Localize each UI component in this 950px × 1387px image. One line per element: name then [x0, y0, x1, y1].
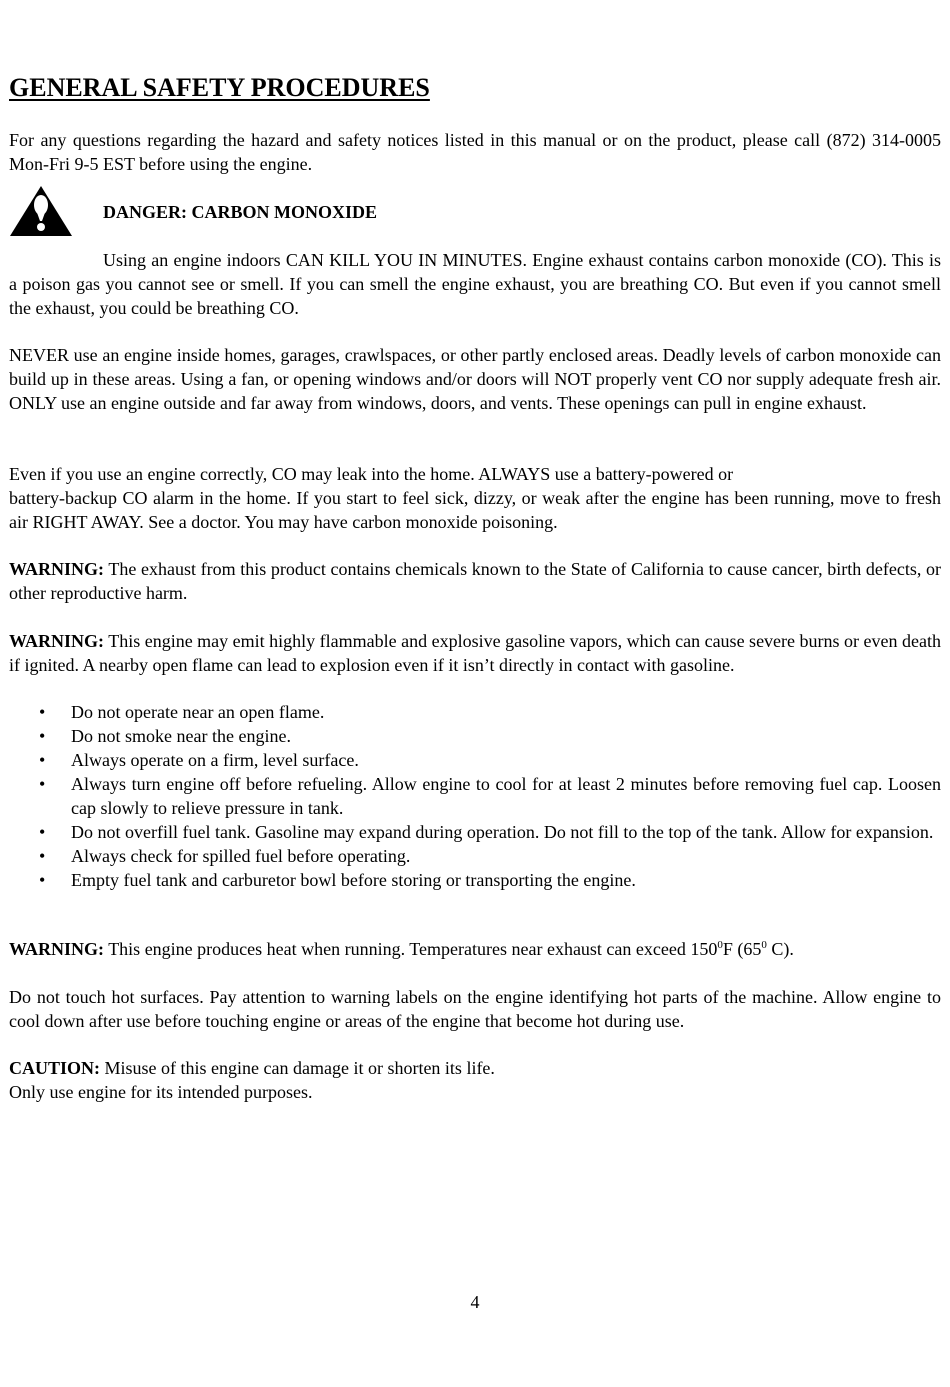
hot-surfaces-paragraph: Do not touch hot surfaces. Pay attention to warning labels on the engine identifying hot parts of the machine. Allow engine to cool down after use before touching engine or areas of the engine that become hot during use.	[9, 987, 941, 1031]
bullet-icon: •	[39, 726, 46, 746]
danger-paragraph-1: Using an engine indoors CAN KILL YOU IN MINUTES. Engine exhaust contains carbon monoxide (CO). This is a poison gas you cannot see or smell. If you can smell the engine exhaust, you are breathing CO. But even if you cannot smell the exhaust, you could be breathing CO.	[9, 250, 941, 318]
warning-california	[9, 557, 941, 605]
danger-paragraph-2: NEVER use an engine inside homes, garages, crawlspaces, or other partly enclosed areas. Deadly levels of carbon monoxide can build up in these areas. Using a fan, or opening windows and/or doors will NOT properly vent CO nor supply adequate fresh air. ONLY use an engine outside and far away from windows, doors, and vents. These openings can pull in engine exhaust.	[9, 345, 941, 413]
list-item: • Always check for spilled fuel before operating.	[39, 846, 411, 866]
bullet-icon: •	[39, 822, 46, 842]
danger-paragraph-3	[9, 462, 941, 534]
warning-text: The exhaust from this product contains chemicals known to the State of California to cause cancer, birth defects, or other reproductive harm.	[9, 559, 941, 603]
page-number: 4	[470, 1292, 480, 1312]
warning-label: WARNING:	[9, 559, 105, 579]
bullet-icon: •	[39, 750, 46, 770]
caution-label: CAUTION:	[9, 1058, 101, 1078]
warning-label: WARNING:	[9, 631, 105, 651]
list-item: • Do not overfill fuel tank. Gasoline may expand during operation. Do not fill to the top of the tank. Allow for expansion.	[39, 822, 934, 842]
intro-paragraph: For any questions regarding the hazard and safety notices listed in this manual or on the product, please call (872) 314-0005 Mon-Fri 9-5 EST before using the engine.	[9, 130, 941, 174]
list-item: • Empty fuel tank and carburetor bowl before storing or transporting the engine.	[39, 870, 636, 890]
warning-label: WARNING:	[9, 939, 105, 959]
bullet-icon: •	[39, 702, 46, 722]
bullet-icon: •	[39, 846, 46, 866]
danger-title: DANGER: CARBON MONOXIDE	[103, 202, 377, 222]
warning-triangle-icon	[9, 185, 73, 237]
bullet-icon: •	[39, 870, 46, 890]
page-title: GENERAL SAFETY PROCEDURES	[9, 73, 430, 102]
list-item: • Always operate on a firm, level surface.	[39, 750, 359, 770]
caution-paragraph: CAUTION: Misuse of this engine can damage it or shorten its life. Only use engine for its intended purposes.	[9, 1058, 495, 1102]
danger-paragraph-3-rest: battery-backup CO alarm in the home. If you start to feel sick, dizzy, or weak after the engine has been running, move to fresh air RIGHT AWAY. See a doctor. You may have carbon monoxide poisoning.	[9, 488, 941, 532]
danger-paragraph-3-line-1: Even if you use an engine correctly, CO may leak into the home. ALWAYS use a battery-powered or	[9, 464, 734, 484]
warning-gasoline	[9, 629, 941, 677]
list-item: • Do not smoke near the engine.	[39, 726, 291, 746]
warning-heat: WARNING: This engine produces heat when running. Temperatures near exhaust can exceed $150^0F$ ($65^0$ C).	[9, 939, 794, 959]
list-item: • Do not operate near an open flame.	[39, 702, 325, 722]
gasoline-precautions-list	[9, 700, 941, 892]
list-item: • Always turn engine off before refueling. Allow engine to cool for at least 2 minutes before removing fuel cap. Loosen cap slowly to relieve pressure in tank.	[39, 774, 941, 818]
bullet-icon: •	[39, 774, 46, 794]
warning-text: This engine may emit highly flammable and explosive gasoline vapors, which can cause severe burns or even death if ignited. A nearby open flame can lead to explosion even if it isn’t directly in contact with gasoline.	[9, 631, 941, 675]
